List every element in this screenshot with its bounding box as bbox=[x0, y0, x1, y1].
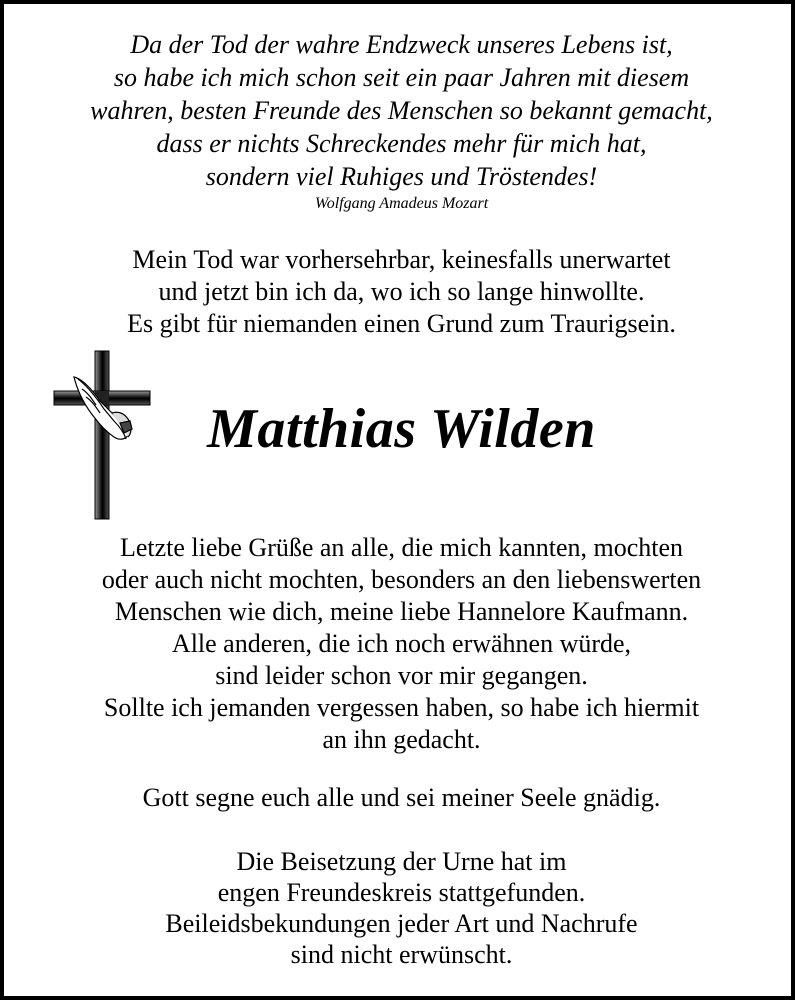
quote-line: dass er nichts Schreckendes mehr für mich hat, bbox=[156, 129, 647, 158]
intro-line: Es gibt für niemanden einen Grund zum Traurigsein. bbox=[127, 309, 676, 338]
message-line: Sollte ich jemanden vergessen haben, so habe ich hiermit bbox=[103, 693, 700, 722]
deceased-name-text: Matthias Wilden bbox=[207, 398, 596, 460]
message-line: oder auch nicht mochten, besonders an den liebenswerten bbox=[101, 565, 702, 594]
deceased-name bbox=[4, 394, 795, 464]
notice-line: sind nicht erwünscht. bbox=[290, 940, 513, 969]
burial-notice bbox=[4, 846, 795, 970]
quote-line: Da der Tod der wahre Endzweck unseres Lebens ist, bbox=[130, 30, 673, 59]
quote-line: wahren, besten Freunde des Menschen so bekannt gemacht, bbox=[90, 96, 713, 125]
message-line: Letzte liebe Grüße an alle, die mich kannten, mochten bbox=[119, 533, 684, 562]
intro-text bbox=[4, 244, 795, 340]
notice-line: Beileidsbekundungen jeder Art und Nachrufe bbox=[165, 909, 638, 938]
intro-line: Mein Tod war vorhersehrbar, keinesfalls unerwartet bbox=[132, 245, 671, 274]
message-line: Menschen wie dich, meine liebe Hannelore Kaufmann. bbox=[114, 597, 689, 626]
blessing-text: Gott segne euch alle und sei meiner Seele gnädig. bbox=[142, 783, 661, 812]
quote-line: so habe ich mich schon seit ein paar Jahren mit diesem bbox=[113, 63, 690, 92]
message-line: Alle anderen, die ich noch erwähnen würde, bbox=[171, 629, 632, 658]
quote-author: Wolfgang Amadeus Mozart bbox=[314, 195, 489, 212]
mozart-quote bbox=[4, 28, 795, 215]
message-line: an ihn gedacht. bbox=[322, 725, 481, 754]
farewell-message bbox=[4, 532, 795, 756]
intro-line: und jetzt bin ich da, wo ich so lange hinwollte. bbox=[158, 277, 645, 306]
quote-line: sondern viel Ruhiges und Tröstendes! bbox=[205, 162, 598, 191]
message-line: sind leider schon vor mir gegangen. bbox=[215, 661, 588, 690]
notice-line: Die Beisetzung der Urne hat im bbox=[236, 847, 567, 876]
notice-line: engen Freundeskreis stattgefunden. bbox=[217, 878, 586, 907]
